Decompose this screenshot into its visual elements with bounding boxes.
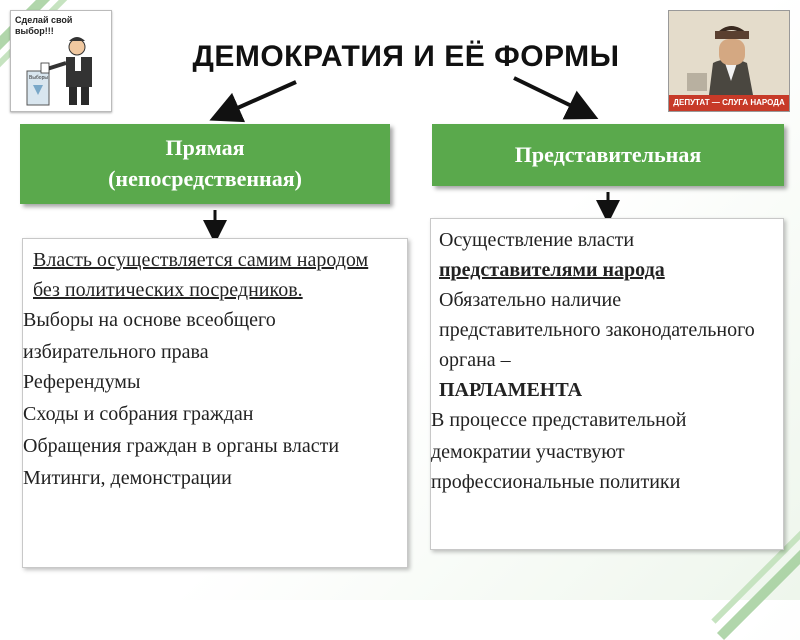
poster-banner: ДЕПУТАТ — СЛУГА НАРОДА xyxy=(669,95,789,111)
direct-list-item xyxy=(23,463,399,495)
poster-caption: Сделай свой выбор!!! xyxy=(15,15,73,36)
direct-list-item xyxy=(23,431,399,463)
rep-line2: представителями народа xyxy=(439,259,665,281)
deputy-portrait xyxy=(669,11,789,95)
direct-list-item xyxy=(23,399,399,431)
rep-line4: ПАРЛАМЕНТА xyxy=(439,379,583,401)
urn-label: Выборы xyxy=(29,75,48,81)
poster-make-your-choice xyxy=(10,10,112,112)
direct-heading-line2: (непосредственная) xyxy=(108,166,302,191)
direct-list-item-text: Сходы и собрания граждан xyxy=(23,403,254,425)
arrow-to-direct xyxy=(224,82,296,114)
direct-list-item-text: Митинги, демонстрации xyxy=(23,467,232,489)
poster-deputy xyxy=(668,10,790,112)
direct-heading-line1: Прямая xyxy=(165,135,245,160)
representative-democracy-panel xyxy=(430,218,784,550)
direct-democracy-panel xyxy=(22,238,408,568)
direct-democracy-heading xyxy=(20,124,390,204)
direct-list-item-text: Обращения граждан в органы власти xyxy=(23,435,340,457)
direct-list-item xyxy=(23,367,399,399)
arrow-to-representative xyxy=(514,78,584,112)
rep-line1: Осуществление власти xyxy=(439,229,635,251)
direct-intro: Власть осуществляется самим народом без политических посредников. xyxy=(33,249,369,301)
page-title: ДЕМОКРАТИЯ И ЕЁ ФОРМЫ xyxy=(192,40,620,73)
rep-line3: Обязательно наличие представительного законодательного органа – xyxy=(439,289,755,371)
direct-list-item xyxy=(23,305,399,367)
direct-list-item-text: Выборы на основе всеобщего избирательного права xyxy=(23,309,276,363)
rep-bullet-item xyxy=(431,405,775,497)
representative-democracy-heading: Представительная xyxy=(432,124,784,186)
direct-list-item-text: Референдумы xyxy=(23,371,141,393)
voter-illustration xyxy=(11,11,111,111)
rep-bullet-text: В процессе представительной демократии участвуют профессиональные политики xyxy=(431,409,687,493)
direct-items-list xyxy=(23,305,399,495)
